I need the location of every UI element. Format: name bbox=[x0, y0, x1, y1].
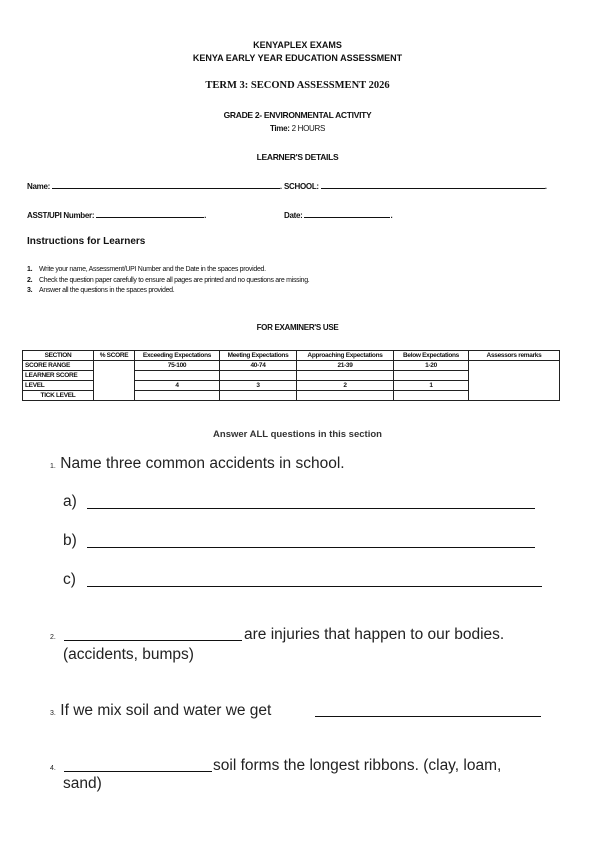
instructions-list bbox=[27, 265, 309, 297]
question-number: 2. bbox=[50, 634, 56, 641]
answer-line-a[interactable] bbox=[87, 508, 535, 509]
question-text: Name three common accidents in school. bbox=[60, 455, 345, 472]
answer-line-q2[interactable] bbox=[64, 640, 242, 641]
question-number: 4. bbox=[50, 765, 56, 772]
table-cell: 3 bbox=[220, 381, 297, 391]
question-options: (accidents, bumps) bbox=[63, 646, 194, 663]
question-2 bbox=[50, 626, 56, 644]
answer-line-b[interactable] bbox=[87, 547, 535, 548]
question-number: 1. bbox=[50, 463, 56, 470]
name-field[interactable]: Name: . bbox=[27, 182, 282, 191]
question-text: If we mix soil and water we get bbox=[60, 702, 272, 719]
row-label: LEVEL bbox=[23, 381, 94, 391]
examiner-heading: FOR EXAMINER'S USE bbox=[256, 323, 339, 332]
table-cell: 2 bbox=[297, 381, 394, 391]
assessment-title: KENYA EARLY YEAR EDUCATION ASSESSMENT bbox=[192, 53, 403, 63]
answer-line-q3[interactable] bbox=[315, 716, 541, 717]
question-text: are injuries that happen to our bodies. bbox=[244, 626, 505, 643]
table-cell[interactable] bbox=[135, 391, 220, 401]
time-line bbox=[0, 124, 595, 133]
question-text: soil forms the longest ribbons. (clay, loam, bbox=[213, 757, 502, 774]
instruction-item: 3. Answer all the questions in the spaces provided. bbox=[27, 287, 175, 294]
answer-line-q4[interactable] bbox=[64, 771, 212, 772]
table-cell: 21-39 bbox=[297, 361, 394, 371]
table-header-row bbox=[23, 351, 560, 361]
answer-line-c[interactable] bbox=[87, 586, 542, 587]
instruction-item: 1. Write your name, Assessment/UPI Number and the Date in the spaces provided. bbox=[27, 266, 266, 273]
part-label-a: a) bbox=[63, 493, 77, 510]
table-cell[interactable] bbox=[394, 391, 469, 401]
question-3 bbox=[50, 702, 271, 720]
term-title: TERM 3: SECOND ASSESSMENT 2026 bbox=[205, 80, 390, 91]
table-cell: 75-100 bbox=[135, 361, 220, 371]
header-cell: Below Expectations bbox=[394, 351, 469, 361]
section-instruction: Answer ALL questions in this section bbox=[213, 429, 382, 440]
table-cell[interactable] bbox=[297, 371, 394, 381]
upi-field[interactable]: ASST/UPI Number: . bbox=[27, 211, 207, 220]
date-field[interactable]: Date: . bbox=[284, 211, 393, 220]
header-cell: Assessors remarks bbox=[469, 351, 560, 361]
table-cell[interactable] bbox=[220, 391, 297, 401]
question-4 bbox=[50, 757, 56, 775]
school-line[interactable] bbox=[321, 188, 545, 189]
part-label-c: c) bbox=[63, 571, 76, 588]
header-cell: % SCORE bbox=[94, 351, 135, 361]
table-cell[interactable] bbox=[220, 371, 297, 381]
question-1 bbox=[50, 455, 345, 473]
time-label: Time: bbox=[269, 124, 290, 133]
question-text-cont: sand) bbox=[63, 775, 102, 792]
school-field[interactable]: SCHOOL: . bbox=[284, 182, 547, 191]
examiner-table bbox=[22, 350, 560, 401]
row-label: LEARNER SCORE bbox=[23, 371, 94, 381]
table-cell[interactable] bbox=[394, 371, 469, 381]
table-cell: 40-74 bbox=[220, 361, 297, 371]
date-line[interactable] bbox=[304, 217, 390, 218]
org-name: KENYAPLEX EXAMS bbox=[253, 40, 342, 50]
part-label-b: b) bbox=[63, 532, 77, 549]
header-cell: Meeting Expectations bbox=[220, 351, 297, 361]
instructions-title: Instructions for Learners bbox=[27, 236, 146, 247]
date-label: Date: bbox=[284, 211, 303, 220]
header-cell: Approaching Expectations bbox=[297, 351, 394, 361]
percent-score-cell[interactable] bbox=[94, 361, 135, 401]
table-row bbox=[23, 361, 560, 371]
name-label: Name: bbox=[27, 182, 50, 191]
upi-line[interactable] bbox=[96, 217, 204, 218]
grade-title: GRADE 2- ENVIRONMENTAL ACTIVITY bbox=[223, 110, 372, 120]
instruction-item: 2. Check the question paper carefully to ensure all pages are printed and no questions are missing. bbox=[27, 276, 310, 284]
header-cell: Exceeding Expectations bbox=[135, 351, 220, 361]
name-line[interactable] bbox=[52, 188, 280, 189]
school-label: SCHOOL: bbox=[284, 182, 319, 191]
table-cell[interactable] bbox=[297, 391, 394, 401]
question-number: 3. bbox=[50, 710, 56, 717]
table-cell: 1 bbox=[394, 381, 469, 391]
row-label: TICK LEVEL bbox=[23, 391, 94, 401]
row-label: SCORE RANGE bbox=[23, 361, 94, 371]
header-cell: SECTION bbox=[23, 351, 94, 361]
table-cell: 1-20 bbox=[394, 361, 469, 371]
assessors-remarks-cell[interactable] bbox=[469, 361, 560, 401]
upi-label: ASST/UPI Number: bbox=[27, 211, 95, 220]
learner-details-heading: LEARNER'S DETAILS bbox=[256, 152, 339, 162]
time-value: 2 HOURS bbox=[291, 124, 326, 133]
table-cell[interactable] bbox=[135, 371, 220, 381]
table-cell: 4 bbox=[135, 381, 220, 391]
